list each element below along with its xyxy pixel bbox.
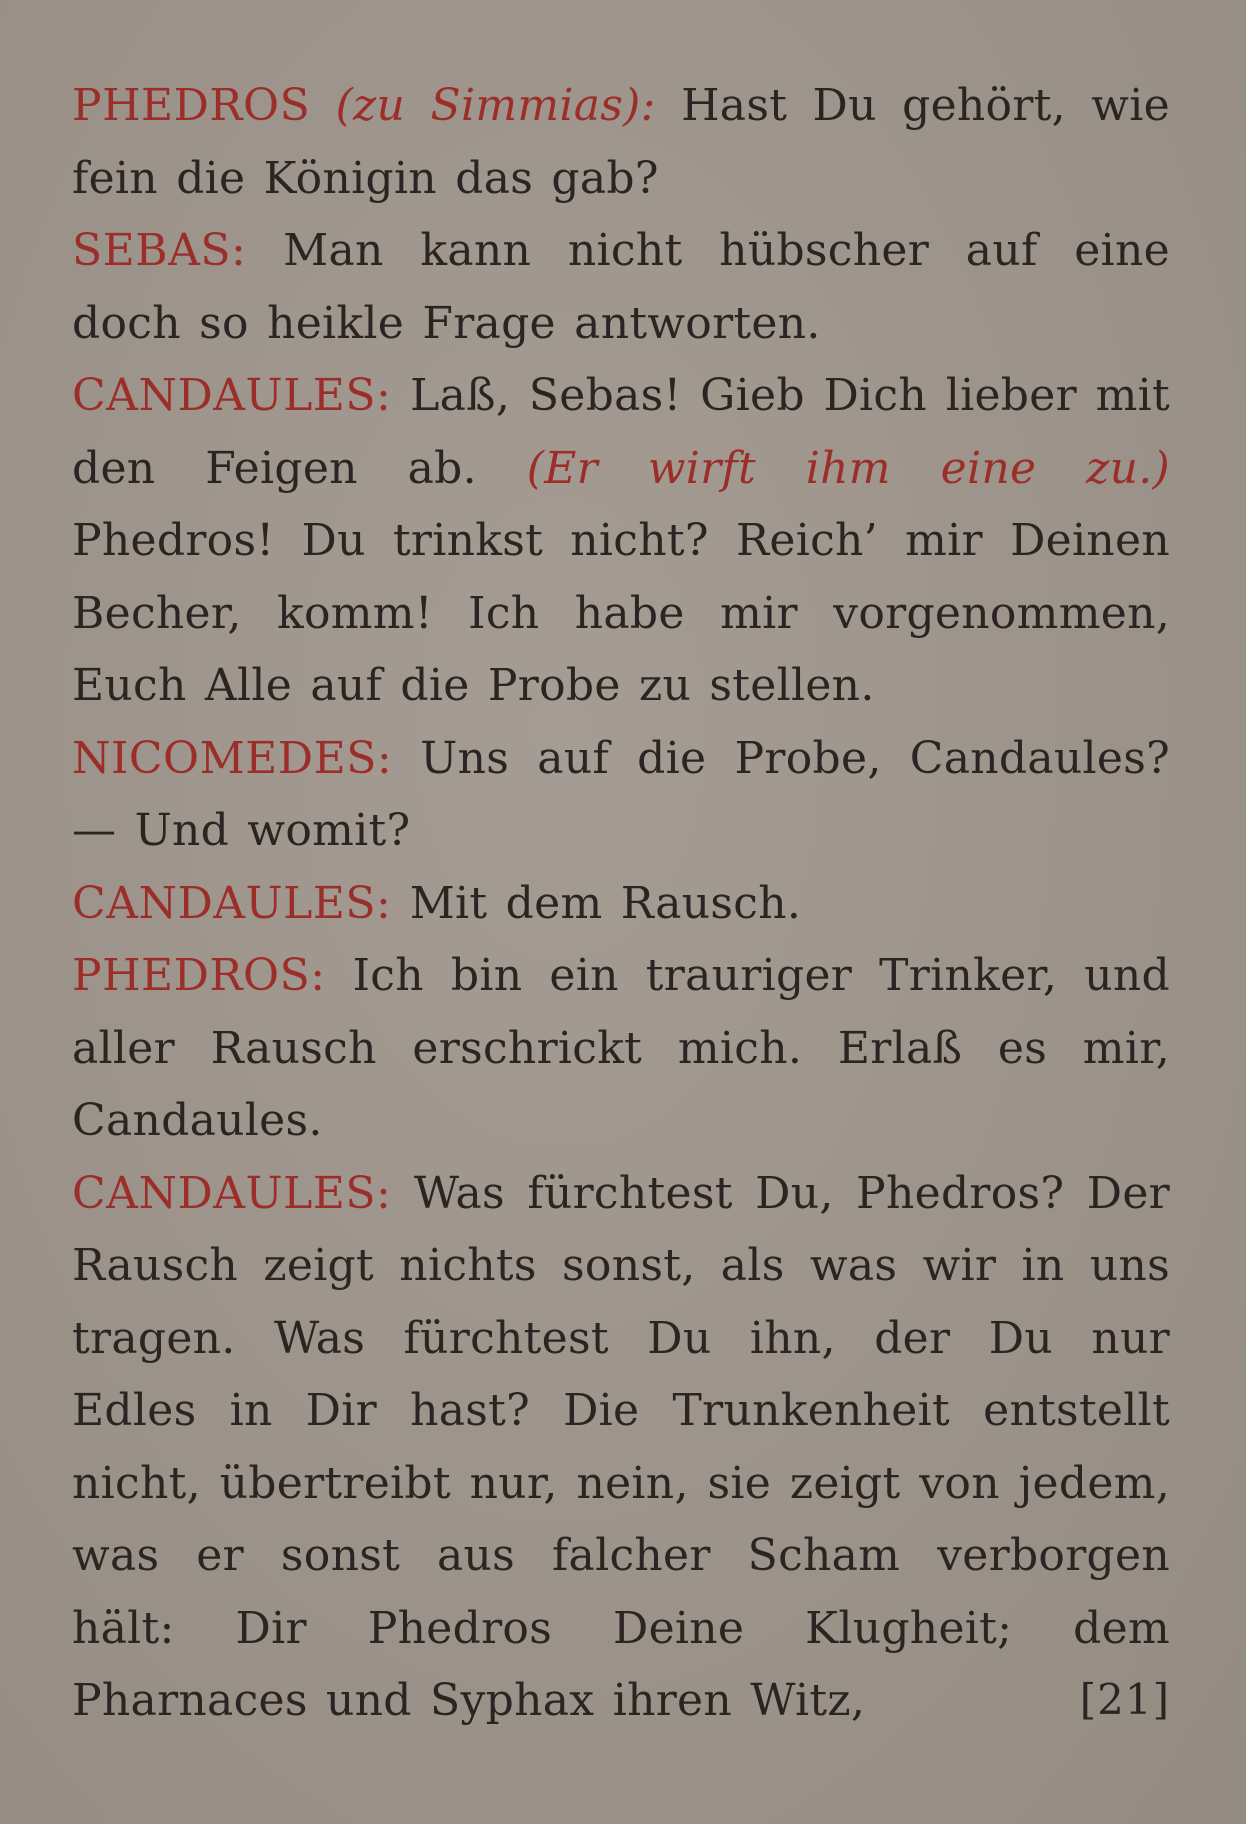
stage-direction: (zu Simmias): [335,80,656,131]
dialogue-text: Man kann nicht hübscher auf eine doch so heikle Frage antworten. [72,225,1170,349]
speaker-name: NICOMEDES: [72,732,393,784]
dialogue-text: Phedros! Du trinkst nicht? Reich’ mir Deinen Becher, komm! Ich habe mir vorgenommen, Euch Alle auf die Probe zu stellen. [72,515,1170,711]
speaker-name: SEBAS: [72,225,247,276]
dialogue-paragraph-candaules [72,360,1170,723]
dialogue-text: Was fürchtest Du, Phedros? Der Rausch zeigt nichts sonst, als was wir in uns tragen. Was fürchtest Du ihn, der Du nur Edles in Dir hast? Die Trunkenheit entstellt nicht, übertreibt nur, nein, sie zeigt von jedem, was er sonst aus falcher Scham verborgen hält: Dir Phedros Deine Klugheit; dem Pharnaces und Syphax ihren Witz, [72,1167,1170,1726]
dialogue-text: Hast Du gehört, wie fein die Königin das gab? [72,80,1170,204]
dialogue-paragraph-phedros [72,70,1170,215]
page-number: [21] [1079,1675,1170,1724]
dialogue-text: Ich bin ein trauriger Trinker, und aller Rausch erschrickt mich. Erlaß es mir, Candaules. [72,950,1170,1146]
stage-direction: (Er wirft ihm eine zu.) [526,442,1170,494]
dialogue-paragraph-phedros [72,940,1170,1158]
dialogue-text: Laß, Sebas! Gieb Dich lieber mit den Feigen ab. [72,370,1170,494]
speaker-name: CANDAULES: [72,877,392,929]
dialogue-paragraph-candaules [72,1158,1170,1738]
dialogue-paragraph-nicomedes [72,723,1170,868]
speaker-name: CANDAULES: [72,370,392,421]
speaker-name: PHEDROS: [72,950,326,1001]
book-page-text [72,70,1170,1738]
dialogue-paragraph-sebas [72,215,1170,360]
speaker-name: CANDAULES: [72,1167,392,1219]
dialogue-text: Uns auf die Probe, Candaules? — Und womit? [72,732,1170,856]
speaker-name: PHEDROS [72,80,311,131]
dialogue-paragraph-candaules [72,868,1170,941]
dialogue-text: Mit dem Rausch. [409,877,802,929]
